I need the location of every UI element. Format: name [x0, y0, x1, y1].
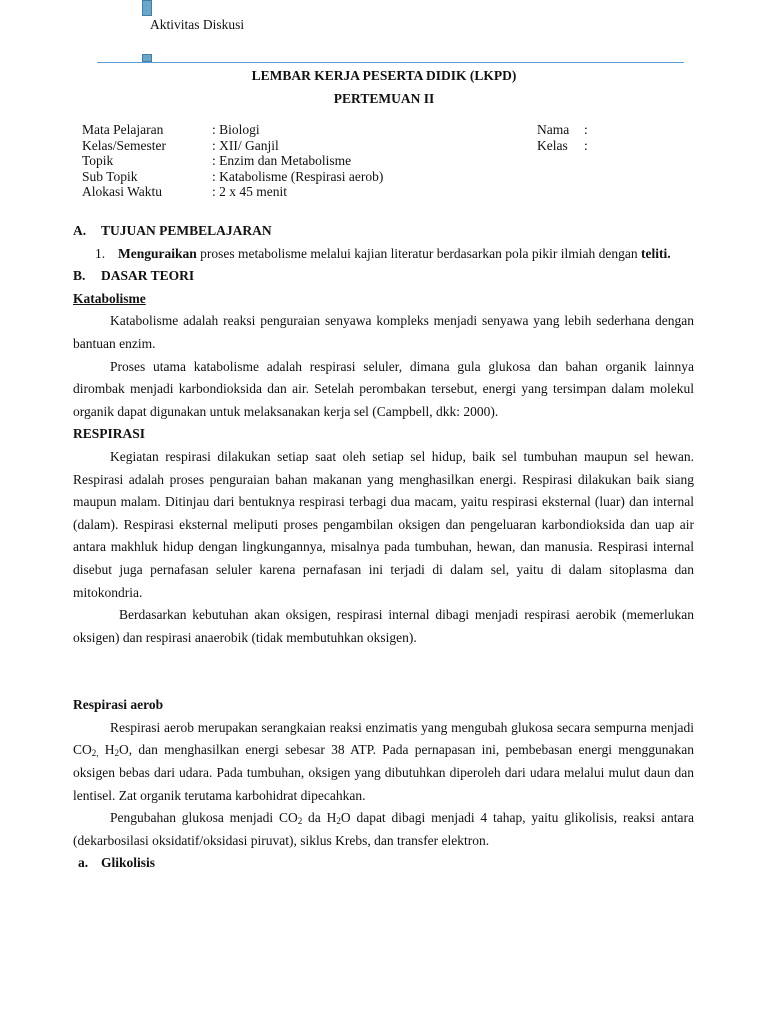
text: da H: [302, 810, 337, 826]
subscript: 2: [297, 816, 303, 827]
section-label: A.: [73, 223, 87, 238]
info-key: Alokasi Waktu: [82, 184, 163, 199]
paragraph: Berdasarkan kebutuhan akan oksigen, respirasi internal dibagi menjadi respirasi aerobik (memerlukan oksigen) dan respirasi anaerobik (tidak membutuhkan oksigen).: [73, 607, 694, 645]
text: Respirasi aerob merupakan serangkaian reaksi enzimatis yang mengubah glukosa secara sempurna menjadi CO: [73, 719, 694, 758]
header-marker-top: [142, 0, 152, 16]
info-row-nama: [537, 122, 588, 138]
info-value: : Katabolisme (Respirasi aerob): [212, 168, 384, 184]
info-value: : 2 x 45 menit: [212, 184, 287, 199]
list-number: 1.: [95, 245, 106, 261]
header-divider: [97, 62, 684, 63]
subscript: 2,: [91, 748, 99, 759]
header-title: Aktivitas Diskusi: [150, 17, 245, 32]
info-right: [537, 122, 588, 153]
subheading-respirasi-aerob: Respirasi aerob: [73, 697, 164, 713]
info-row: [82, 184, 532, 200]
info-value: : Biologi: [212, 122, 260, 137]
info-key: Kelas: [537, 137, 568, 153]
doc-title: LEMBAR KERJA PESERTA DIDIK (LKPD): [251, 68, 517, 83]
subheading-glikolisis: [73, 852, 694, 875]
paragraph: [73, 717, 694, 807]
document-body: [73, 220, 694, 875]
subheading-katabolisme: Katabolisme: [73, 290, 146, 306]
list-item: [73, 243, 694, 266]
list-text: [118, 243, 694, 266]
info-key: Nama: [537, 122, 570, 137]
info-row: [82, 122, 532, 138]
info-value: : Enzim dan Metabolisme: [212, 153, 352, 168]
emphasis: Menguraikan: [118, 245, 197, 261]
text: proses metabolisme melalui kajian literatur berdasarkan pola pikir ilmiah dengan: [196, 245, 641, 261]
emphasis: teliti.: [641, 245, 671, 261]
text: O dapat dibagi menjadi 4 tahap, yaitu glikolisis, reaksi antara (dekarbosilasi oksidatif/oksidasi piruvat), siklus Krebs, dan transfer elektron.: [73, 810, 694, 848]
info-value: :: [584, 137, 588, 153]
paragraph: Proses utama katabolisme adalah respirasi seluler, dimana gula glukosa dan bahan organik lainnya dirombak menjadi karbondioksida dan air. Setelah perombakan tersebut, energi yang tersimpan dalam molekul organik dapat digunakan untuk melaksanakan kerja sel (Campbell, dkk: 2000).: [73, 358, 694, 419]
text: O, dan menghasilkan energi sebesar 38 ATP. Pada pernapasan ini, pembebasan energi menggunakan oksigen bebas dari udara. Pada tumbuhan, oksigen yang dibutuhkan diperoleh dari udara melalui mulut daun dan lentisel. Zat organik terutama karbohidrat dipecahkan.: [73, 742, 694, 803]
info-row: [82, 169, 532, 185]
subscript: 2: [336, 816, 341, 827]
info-key: Mata Pelajaran: [82, 122, 164, 137]
info-value: :: [584, 122, 588, 137]
info-key: Kelas/Semester: [82, 137, 166, 153]
info-value: : XII/ Ganjil: [212, 137, 279, 153]
header-marker-bottom: [142, 54, 152, 62]
subscript: 2: [114, 748, 120, 759]
section-title: TUJUAN PEMBELAJARAN: [101, 223, 272, 238]
info-row: [82, 138, 532, 154]
section-a-heading: [73, 220, 694, 243]
paragraph: [73, 807, 694, 852]
info-row: [82, 153, 532, 169]
section-label: B.: [73, 268, 86, 284]
info-left: [82, 122, 532, 200]
paragraph: Katabolisme adalah reaksi penguraian senyawa kompleks menjadi senyawa yang lebih sederhana dengan bantuan enzim.: [73, 313, 694, 351]
info-key: Topik: [82, 153, 114, 168]
paragraph: Kegiatan respirasi dilakukan setiap saat oleh setiap sel hidup, baik sel tumbuhan maupun sel hewan. Respirasi adalah proses penguraian bahan makanan yang menghasilkan energi. Respirasi dilakukan baik siang maupun malam. Ditinjau dari bentuknya respirasi terbagi dua macam, yaitu respirasi eksternal (luar) dan internal (dalam). Respirasi eksternal meliputi proses pengambilan oksigen dan pengeluaran karbondioksida dan uap air antara makhluk hidup dengan lingkungannya, misalnya pada tumbuhan, hewan, dan manusia. Respirasi internal disebut juga pernafasan seluler karena pernafasan ini terjadi di dalam sel, yaitu di dalam sitoplasma dan mitokondria.: [73, 448, 694, 600]
subheading-respirasi: RESPIRASI: [73, 426, 146, 442]
text: H: [98, 742, 115, 758]
info-key: Sub Topik: [82, 168, 138, 184]
sub-label: a.: [78, 855, 89, 871]
section-b-heading: [73, 265, 694, 288]
spacer: [73, 649, 694, 694]
section-title: DASAR TEORI: [101, 268, 195, 284]
info-row-kelas: [537, 138, 588, 154]
text: Pengubahan glukosa menjadi CO: [110, 810, 298, 826]
doc-subtitle: PERTEMUAN II: [333, 91, 435, 106]
sub-title: Glikolisis: [101, 855, 156, 871]
